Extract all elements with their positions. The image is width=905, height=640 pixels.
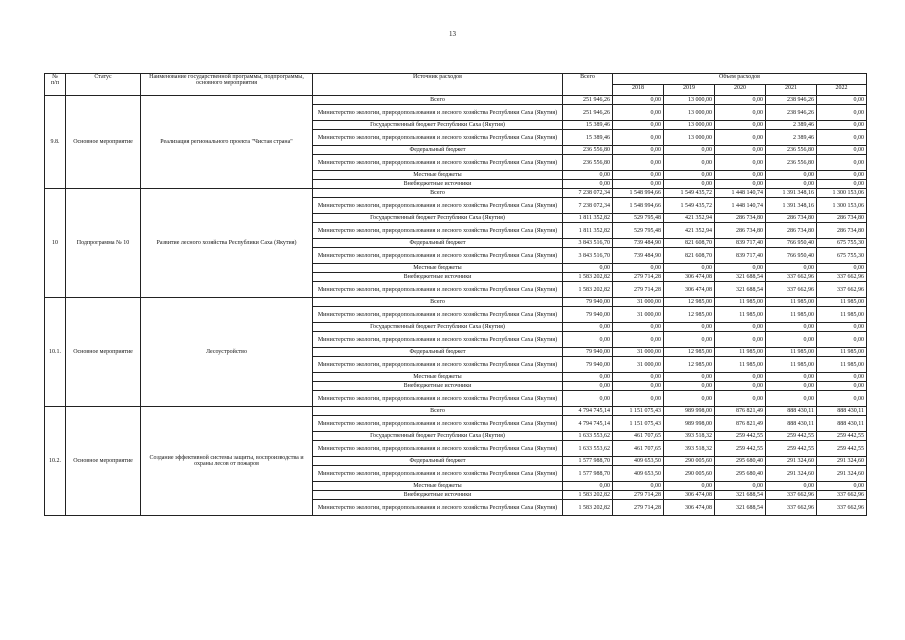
row-year-value: 337 662,96	[817, 491, 867, 500]
row-source: Государственный бюджет Республики Саха (Якутия)	[313, 214, 563, 223]
row-source: Министерство экологии, природопользования и лесного хозяйства Республики Саха (Якутия)	[313, 500, 563, 516]
row-year-value: 0,00	[664, 146, 715, 155]
row-year-value: 675 755,30	[817, 239, 867, 248]
row-source: Министерство экологии, природопользования и лесного хозяйства Республики Саха (Якутия)	[313, 105, 563, 121]
row-year-value: 259 442,55	[766, 432, 817, 441]
row-number: 10	[45, 189, 66, 298]
row-source: Министерство экологии, природопользования и лесного хозяйства Республики Саха (Якутия)	[313, 332, 563, 348]
header-year: 2022	[817, 85, 867, 96]
row-source: Министерство экологии, природопользования и лесного хозяйства Республики Саха (Якутия)	[313, 282, 563, 298]
row-year-value: 2 389,46	[766, 130, 817, 146]
row-year-value: 13 000,00	[664, 130, 715, 146]
row-year-value: 0,00	[613, 121, 664, 130]
row-year-value: 0,00	[613, 323, 664, 332]
row-year-value: 0,00	[664, 171, 715, 180]
row-year-value: 0,00	[766, 323, 817, 332]
row-total-value: 1 577 988,70	[563, 457, 613, 466]
row-total-value: 15 389,46	[563, 130, 613, 146]
row-source: Министерство экологии, природопользования и лесного хозяйства Республики Саха (Якутия)	[313, 466, 563, 482]
row-year-value: 409 653,50	[613, 466, 664, 482]
row-year-value: 0,00	[613, 146, 664, 155]
row-year-value: 279 714,28	[613, 491, 664, 500]
row-year-value: 0,00	[817, 171, 867, 180]
row-total-value: 251 946,26	[563, 96, 613, 105]
row-year-value: 0,00	[817, 121, 867, 130]
row-total-value: 1 811 352,82	[563, 214, 613, 223]
row-year-value: 321 688,54	[715, 273, 766, 282]
header-status: Статус	[66, 74, 141, 96]
row-year-value: 766 950,40	[766, 248, 817, 264]
row-year-value: 0,00	[613, 382, 664, 391]
row-year-value: 0,00	[715, 96, 766, 105]
row-source: Министерство экологии, природопользования и лесного хозяйства Республики Саха (Якутия)	[313, 155, 563, 171]
header-program: Наименование государственной программы, подпрограммы, основного мероприятия	[141, 74, 313, 96]
row-year-value: 0,00	[817, 482, 867, 491]
row-year-value: 11 985,00	[817, 348, 867, 357]
row-year-value: 12 985,00	[664, 307, 715, 323]
row-year-value: 337 662,96	[766, 282, 817, 298]
row-total-value: 236 556,80	[563, 155, 613, 171]
row-total-value: 0,00	[563, 264, 613, 273]
row-source: Внебюджетные источники	[313, 491, 563, 500]
row-year-value: 306 474,08	[664, 500, 715, 516]
row-year-value: 0,00	[766, 482, 817, 491]
header-year: 2021	[766, 85, 817, 96]
row-year-value: 0,00	[817, 130, 867, 146]
row-year-value: 0,00	[817, 264, 867, 273]
row-year-value: 1 548 994,66	[613, 198, 664, 214]
row-year-value: 0,00	[664, 391, 715, 407]
row-year-value: 286 734,80	[817, 214, 867, 223]
row-year-value: 393 518,32	[664, 432, 715, 441]
row-year-value: 290 005,60	[664, 457, 715, 466]
header-year: 2020	[715, 85, 766, 96]
row-year-value: 1 448 140,74	[715, 198, 766, 214]
row-total-value: 1 577 988,70	[563, 466, 613, 482]
row-year-value: 1 391 348,16	[766, 189, 817, 198]
row-total-value: 3 843 516,70	[563, 239, 613, 248]
table-row	[45, 298, 867, 307]
row-year-value: 888 430,11	[766, 416, 817, 432]
table-row	[45, 96, 867, 105]
row-year-value: 238 946,26	[766, 105, 817, 121]
row-number: 10.1.	[45, 298, 66, 407]
row-year-value: 421 352,94	[664, 214, 715, 223]
row-source: Местные бюджеты	[313, 482, 563, 491]
row-year-value: 286 734,80	[817, 223, 867, 239]
row-year-value: 337 662,96	[817, 282, 867, 298]
row-year-value: 0,00	[766, 180, 817, 189]
row-year-value: 279 714,28	[613, 282, 664, 298]
row-year-value: 0,00	[766, 382, 817, 391]
row-year-value: 12 985,00	[664, 357, 715, 373]
row-source: Министерство экологии, природопользования и лесного хозяйства Республики Саха (Якутия)	[313, 198, 563, 214]
row-source: Министерство экологии, природопользования и лесного хозяйства Республики Саха (Якутия)	[313, 416, 563, 432]
table-body	[45, 96, 867, 516]
row-year-value: 11 985,00	[715, 298, 766, 307]
row-source: Внебюджетные источники	[313, 273, 563, 282]
header-year: 2019	[664, 85, 715, 96]
row-year-value: 0,00	[715, 146, 766, 155]
row-total-value: 1 583 202,82	[563, 273, 613, 282]
row-year-value: 306 474,08	[664, 491, 715, 500]
row-source: Министерство экологии, природопользования и лесного хозяйства Республики Саха (Якутия)	[313, 130, 563, 146]
table-row	[45, 407, 867, 416]
row-year-value: 0,00	[613, 180, 664, 189]
page-number: 13	[449, 30, 456, 38]
row-year-value: 286 734,80	[715, 214, 766, 223]
row-total-value: 0,00	[563, 391, 613, 407]
row-year-value: 11 985,00	[715, 357, 766, 373]
row-year-value: 321 688,54	[715, 491, 766, 500]
row-year-value: 12 985,00	[664, 298, 715, 307]
row-year-value: 286 734,80	[766, 223, 817, 239]
row-source: Министерство экологии, природопользования и лесного хозяйства Республики Саха (Якутия)	[313, 248, 563, 264]
row-number: 9.8.	[45, 96, 66, 189]
row-year-value: 337 662,96	[817, 273, 867, 282]
header-number	[45, 74, 66, 96]
row-year-value: 11 985,00	[766, 348, 817, 357]
row-year-value: 337 662,96	[766, 500, 817, 516]
row-source: Всего	[313, 298, 563, 307]
row-total-value: 0,00	[563, 482, 613, 491]
row-source: Внебюджетные источники	[313, 180, 563, 189]
row-year-value: 337 662,96	[817, 500, 867, 516]
row-program-name: Развитие лесного хозяйства Республики Саха (Якутия)	[141, 189, 313, 298]
row-year-value: 0,00	[715, 180, 766, 189]
row-total-value: 7 238 072,34	[563, 189, 613, 198]
row-year-value: 876 821,49	[715, 407, 766, 416]
row-year-value: 0,00	[715, 121, 766, 130]
row-program-name: Реализация регионального проекта "Чистая страна"	[141, 96, 313, 189]
row-year-value: 0,00	[715, 373, 766, 382]
row-year-value: 236 556,80	[766, 146, 817, 155]
row-year-value: 321 688,54	[715, 282, 766, 298]
row-source: Государственный бюджет Республики Саха (Якутия)	[313, 121, 563, 130]
row-source: Местные бюджеты	[313, 171, 563, 180]
row-source: Министерство экологии, природопользования и лесного хозяйства Республики Саха (Якутия)	[313, 307, 563, 323]
row-year-value: 0,00	[766, 264, 817, 273]
row-year-value: 0,00	[664, 155, 715, 171]
row-year-value: 766 950,40	[766, 239, 817, 248]
row-year-value: 306 474,08	[664, 282, 715, 298]
row-year-value: 0,00	[817, 155, 867, 171]
row-year-value: 236 556,80	[766, 155, 817, 171]
row-year-value: 1 548 994,66	[613, 189, 664, 198]
row-year-value: 1 300 153,06	[817, 189, 867, 198]
row-total-value: 0,00	[563, 382, 613, 391]
row-year-value: 13 000,00	[664, 121, 715, 130]
row-source: Всего	[313, 189, 563, 198]
row-year-value: 13 000,00	[664, 105, 715, 121]
row-total-value: 1 583 202,82	[563, 491, 613, 500]
row-year-value: 13 000,00	[664, 96, 715, 105]
row-year-value: 0,00	[766, 332, 817, 348]
row-year-value: 0,00	[664, 382, 715, 391]
row-year-value: 0,00	[613, 264, 664, 273]
row-year-value: 0,00	[817, 323, 867, 332]
row-total-value: 0,00	[563, 171, 613, 180]
row-year-value: 461 707,65	[613, 432, 664, 441]
table-row	[45, 189, 867, 198]
row-year-value: 11 985,00	[766, 307, 817, 323]
row-year-value: 0,00	[613, 171, 664, 180]
row-year-value: 675 755,30	[817, 248, 867, 264]
row-source: Государственный бюджет Республики Саха (Якутия)	[313, 432, 563, 441]
row-year-value: 409 653,50	[613, 457, 664, 466]
row-year-value: 286 734,80	[766, 214, 817, 223]
row-source: Государственный бюджет Республики Саха (Якутия)	[313, 323, 563, 332]
row-total-value: 79 940,00	[563, 298, 613, 307]
row-total-value: 251 946,26	[563, 105, 613, 121]
row-year-value: 295 680,40	[715, 466, 766, 482]
row-year-value: 1 448 140,74	[715, 189, 766, 198]
header-total: Всего	[563, 74, 613, 96]
row-year-value: 11 985,00	[766, 298, 817, 307]
row-year-value: 0,00	[613, 373, 664, 382]
row-year-value: 321 688,54	[715, 500, 766, 516]
row-year-value: 0,00	[613, 105, 664, 121]
row-total-value: 79 940,00	[563, 307, 613, 323]
row-total-value: 79 940,00	[563, 348, 613, 357]
row-total-value: 0,00	[563, 332, 613, 348]
row-year-value: 1 151 075,43	[613, 407, 664, 416]
row-status: Основное мероприятие	[66, 407, 141, 516]
row-source: Всего	[313, 96, 563, 105]
row-status: Основное мероприятие	[66, 298, 141, 407]
row-year-value: 0,00	[766, 373, 817, 382]
row-year-value: 306 474,08	[664, 273, 715, 282]
row-year-value: 337 662,96	[766, 491, 817, 500]
row-year-value: 1 549 435,72	[664, 198, 715, 214]
row-year-value: 0,00	[817, 146, 867, 155]
row-year-value: 259 442,55	[817, 432, 867, 441]
row-status: Основное мероприятие	[66, 96, 141, 189]
row-year-value: 0,00	[664, 373, 715, 382]
row-year-value: 0,00	[766, 171, 817, 180]
row-program-name: Создание эффективной системы защиты, воспроизводства и охраны лесов от пожаров	[141, 407, 313, 516]
row-total-value: 1 633 553,62	[563, 432, 613, 441]
row-total-value: 0,00	[563, 373, 613, 382]
row-year-value: 0,00	[766, 391, 817, 407]
row-year-value: 0,00	[664, 180, 715, 189]
row-year-value: 0,00	[817, 391, 867, 407]
row-year-value: 291 324,60	[766, 457, 817, 466]
row-year-value: 0,00	[715, 171, 766, 180]
row-year-value: 888 430,11	[766, 407, 817, 416]
row-source: Федеральный бюджет	[313, 457, 563, 466]
row-source: Федеральный бюджет	[313, 348, 563, 357]
row-source: Министерство экологии, природопользования и лесного хозяйства Республики Саха (Якутия)	[313, 441, 563, 457]
row-year-value: 11 985,00	[817, 307, 867, 323]
row-year-value: 0,00	[715, 382, 766, 391]
row-year-value: 0,00	[817, 180, 867, 189]
row-source: Министерство экологии, природопользования и лесного хозяйства Республики Саха (Якутия)	[313, 223, 563, 239]
row-year-value: 0,00	[664, 332, 715, 348]
row-year-value: 1 300 153,06	[817, 198, 867, 214]
row-year-value: 290 005,60	[664, 466, 715, 482]
row-number: 10.2.	[45, 407, 66, 516]
row-year-value: 31 000,00	[613, 348, 664, 357]
row-total-value: 1 583 202,82	[563, 282, 613, 298]
row-year-value: 0,00	[613, 391, 664, 407]
row-year-value: 0,00	[613, 482, 664, 491]
table-header	[45, 74, 867, 96]
row-year-value: 279 714,28	[613, 273, 664, 282]
row-year-value: 0,00	[664, 482, 715, 491]
row-year-value: 286 734,80	[715, 223, 766, 239]
row-source: Федеральный бюджет	[313, 146, 563, 155]
row-year-value: 31 000,00	[613, 298, 664, 307]
row-year-value: 0,00	[715, 323, 766, 332]
row-year-value: 0,00	[613, 96, 664, 105]
row-year-value: 876 821,49	[715, 416, 766, 432]
row-year-value: 12 985,00	[664, 348, 715, 357]
row-total-value: 79 940,00	[563, 357, 613, 373]
row-year-value: 291 324,60	[817, 466, 867, 482]
row-total-value: 1 811 352,82	[563, 223, 613, 239]
row-year-value: 821 608,70	[664, 239, 715, 248]
row-year-value: 0,00	[817, 373, 867, 382]
row-year-value: 11 985,00	[715, 348, 766, 357]
row-year-value: 0,00	[664, 264, 715, 273]
row-year-value: 821 608,70	[664, 248, 715, 264]
row-year-value: 1 151 075,43	[613, 416, 664, 432]
row-year-value: 739 484,90	[613, 239, 664, 248]
row-year-value: 839 717,40	[715, 239, 766, 248]
row-year-value: 259 442,55	[817, 441, 867, 457]
row-year-value: 259 442,55	[715, 441, 766, 457]
row-year-value: 461 707,65	[613, 441, 664, 457]
row-year-value: 279 714,28	[613, 500, 664, 516]
row-year-value: 259 442,55	[766, 441, 817, 457]
row-year-value: 0,00	[613, 155, 664, 171]
row-year-value: 0,00	[715, 391, 766, 407]
row-source: Внебюджетные источники	[313, 382, 563, 391]
row-year-value: 888 430,11	[817, 416, 867, 432]
row-year-value: 421 352,94	[664, 223, 715, 239]
row-source: Всего	[313, 407, 563, 416]
row-year-value: 0,00	[715, 482, 766, 491]
row-year-value: 393 518,32	[664, 441, 715, 457]
row-year-value: 529 795,48	[613, 214, 664, 223]
row-year-value: 238 946,26	[766, 96, 817, 105]
row-year-value: 259 442,55	[715, 432, 766, 441]
row-year-value: 0,00	[664, 323, 715, 332]
row-year-value: 839 717,40	[715, 248, 766, 264]
row-year-value: 2 389,46	[766, 121, 817, 130]
row-year-value: 0,00	[715, 264, 766, 273]
row-year-value: 1 391 348,16	[766, 198, 817, 214]
row-total-value: 1 633 553,62	[563, 441, 613, 457]
row-year-value: 0,00	[715, 332, 766, 348]
row-source: Местные бюджеты	[313, 373, 563, 382]
row-total-value: 4 794 745,14	[563, 407, 613, 416]
header-volume: Объем расходов	[613, 74, 867, 85]
row-year-value: 989 998,00	[664, 416, 715, 432]
row-year-value: 31 000,00	[613, 357, 664, 373]
row-year-value: 888 430,11	[817, 407, 867, 416]
row-program-name: Лесоустройство	[141, 298, 313, 407]
row-total-value: 7 238 072,34	[563, 198, 613, 214]
row-year-value: 0,00	[817, 96, 867, 105]
row-status: Подпрограмма № 10	[66, 189, 141, 298]
row-year-value: 295 680,40	[715, 457, 766, 466]
row-year-value: 0,00	[715, 155, 766, 171]
row-year-value: 291 324,60	[766, 466, 817, 482]
row-source: Местные бюджеты	[313, 264, 563, 273]
row-total-value: 0,00	[563, 180, 613, 189]
header-source: Источник расходов	[313, 74, 563, 96]
budget-table	[44, 73, 867, 516]
row-total-value: 4 794 745,14	[563, 416, 613, 432]
row-year-value: 0,00	[817, 332, 867, 348]
row-year-value: 291 324,60	[817, 457, 867, 466]
row-total-value: 15 389,46	[563, 121, 613, 130]
row-year-value: 529 795,48	[613, 223, 664, 239]
row-year-value: 0,00	[817, 105, 867, 121]
row-year-value: 31 000,00	[613, 307, 664, 323]
row-source: Министерство экологии, природопользования и лесного хозяйства Республики Саха (Якутия)	[313, 391, 563, 407]
row-total-value: 1 583 202,82	[563, 500, 613, 516]
row-total-value: 0,00	[563, 323, 613, 332]
row-year-value: 0,00	[715, 130, 766, 146]
row-total-value: 236 556,80	[563, 146, 613, 155]
row-year-value: 11 985,00	[817, 357, 867, 373]
header-number-line1: №	[52, 74, 58, 80]
row-year-value: 0,00	[613, 130, 664, 146]
row-year-value: 989 998,00	[664, 407, 715, 416]
header-year: 2018	[613, 85, 664, 96]
row-year-value: 0,00	[613, 332, 664, 348]
row-year-value: 739 484,90	[613, 248, 664, 264]
row-year-value: 1 549 435,72	[664, 189, 715, 198]
row-total-value: 3 843 516,70	[563, 248, 613, 264]
row-year-value: 337 662,96	[766, 273, 817, 282]
row-year-value: 0,00	[715, 105, 766, 121]
row-source: Федеральный бюджет	[313, 239, 563, 248]
row-source: Министерство экологии, природопользования и лесного хозяйства Республики Саха (Якутия)	[313, 357, 563, 373]
row-year-value: 11 985,00	[715, 307, 766, 323]
row-year-value: 11 985,00	[766, 357, 817, 373]
row-year-value: 0,00	[817, 382, 867, 391]
header-number-line2: п/п	[50, 80, 60, 86]
row-year-value: 11 985,00	[817, 298, 867, 307]
